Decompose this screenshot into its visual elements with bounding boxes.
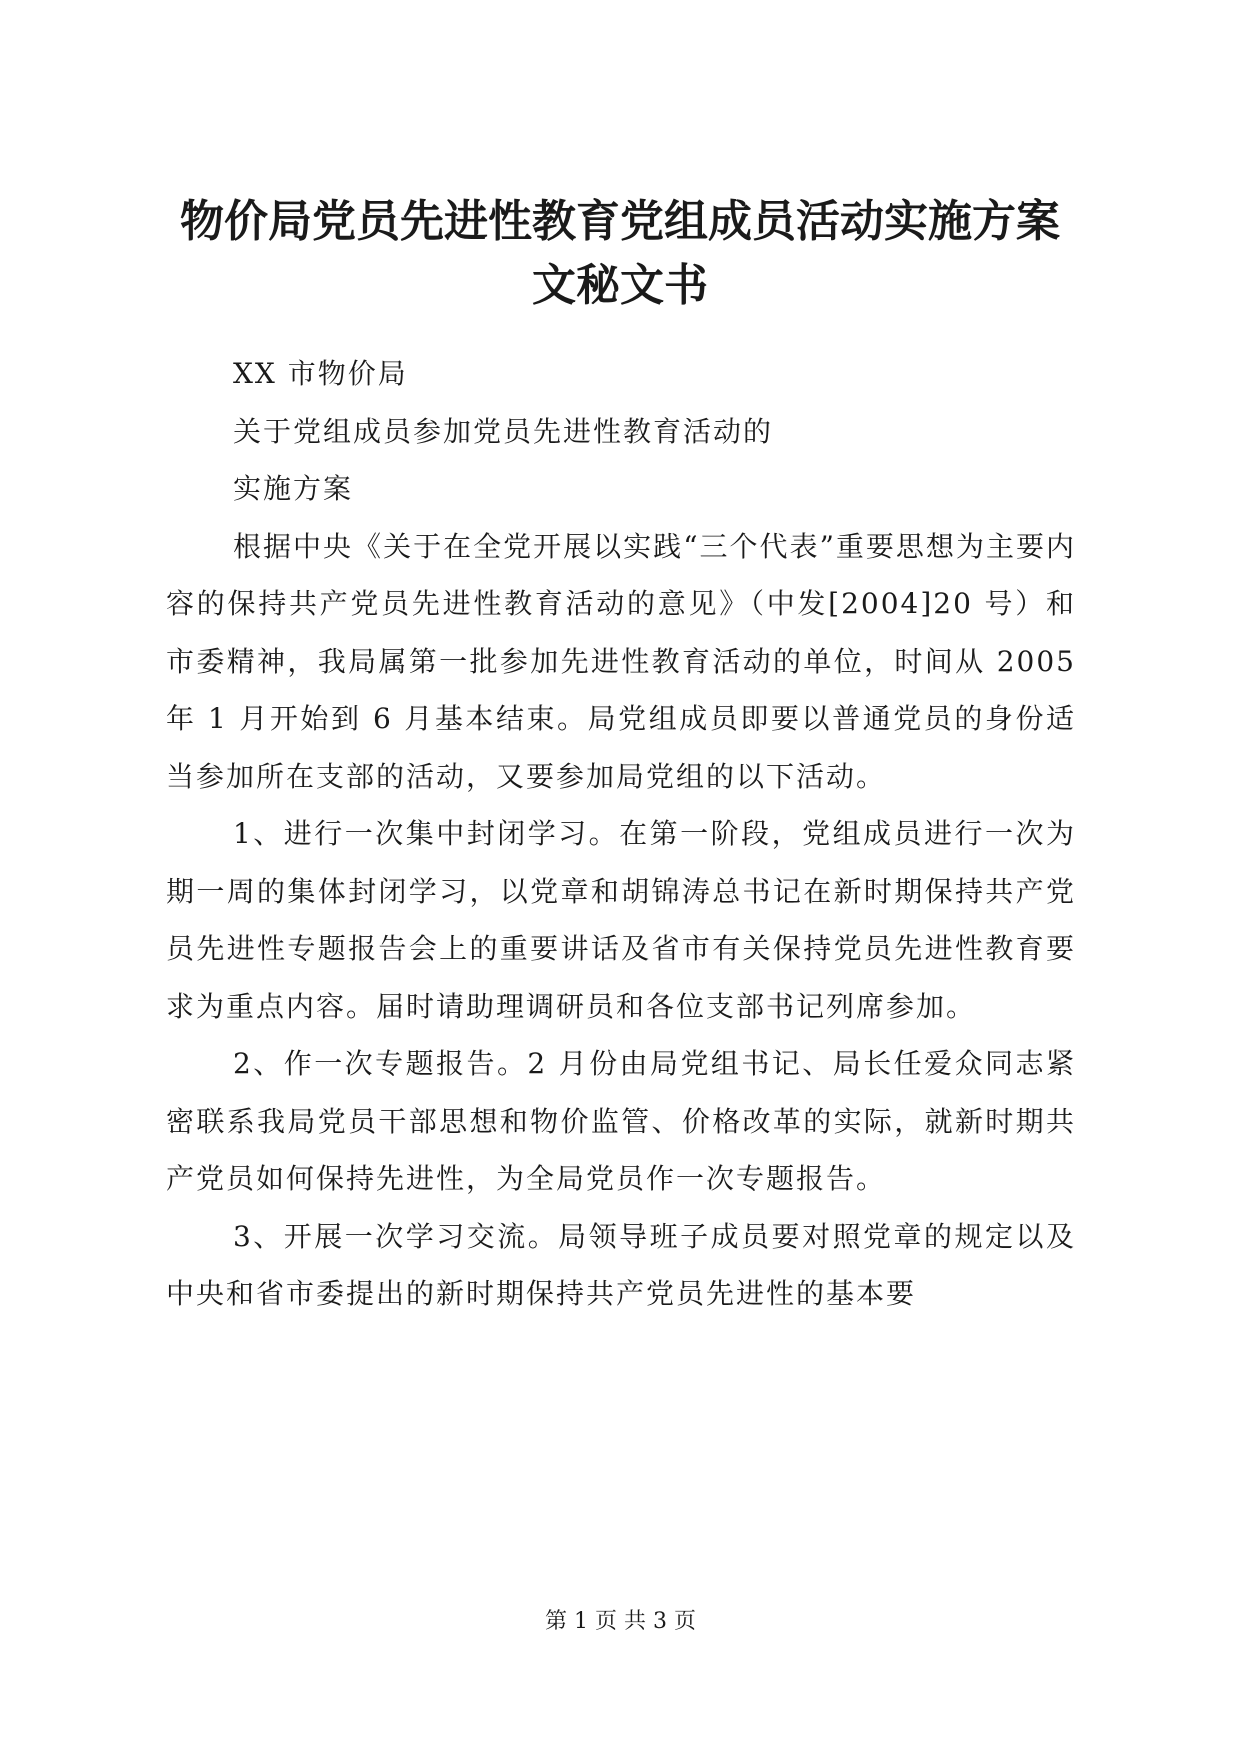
item-1-paragraph: 1、进行一次集中封闭学习。在第一阶段，党组成员进行一次为期一周的集体封闭学习，以党章和胡锦涛总书记在新时期保持共产党员先进性专题报告会上的重要讲话及省市有关保持党员先进性教育要求为重点内容。届时请助理调研员和各位支部书记列席参加。	[166, 817, 1076, 1023]
item-2-paragraph: 2、作一次专题报告。2 月份由局党组书记、局长任爱众同志紧密联系我局党员干部思想和物价监管、价格改革的实际，就新时期共产党员如何保持先进性，为全局党员作一次专题报告。	[166, 1047, 1076, 1195]
document-body	[166, 345, 1076, 1323]
title-line-2: 文秘文书	[532, 260, 708, 311]
item-3-paragraph: 3、开展一次学习交流。局领导班子成员要对照党章的规定以及中央和省市委提出的新时期保持共产党员先进性的基本要	[166, 1219, 1076, 1310]
issuer-line: XX 市物价局	[233, 357, 408, 390]
title-line-1: 物价局党员先进性教育党组成员活动实施方案	[180, 196, 1060, 247]
intro-paragraph: 根据中央《关于在全党开展以实践“三个代表”重要思想为主要内容的保持共产党员先进性教育活动的意见》（中发[2004]20 号）和市委精神，我局属第一批参加先进性教育活动的单位，时间从 2005 年 1 月开始到 6 月基本结束。局党组成员即要以普通党员的身份适当参加所在支部的活动，又要参加局党组的以下活动。	[166, 529, 1076, 793]
page-footer: 第 1 页 共 3 页	[545, 1609, 696, 1634]
document-title	[150, 190, 1090, 318]
subtitle-line: 关于党组成员参加党员先进性教育活动的	[233, 414, 774, 448]
subtitle-line-2: 实施方案	[233, 472, 354, 505]
